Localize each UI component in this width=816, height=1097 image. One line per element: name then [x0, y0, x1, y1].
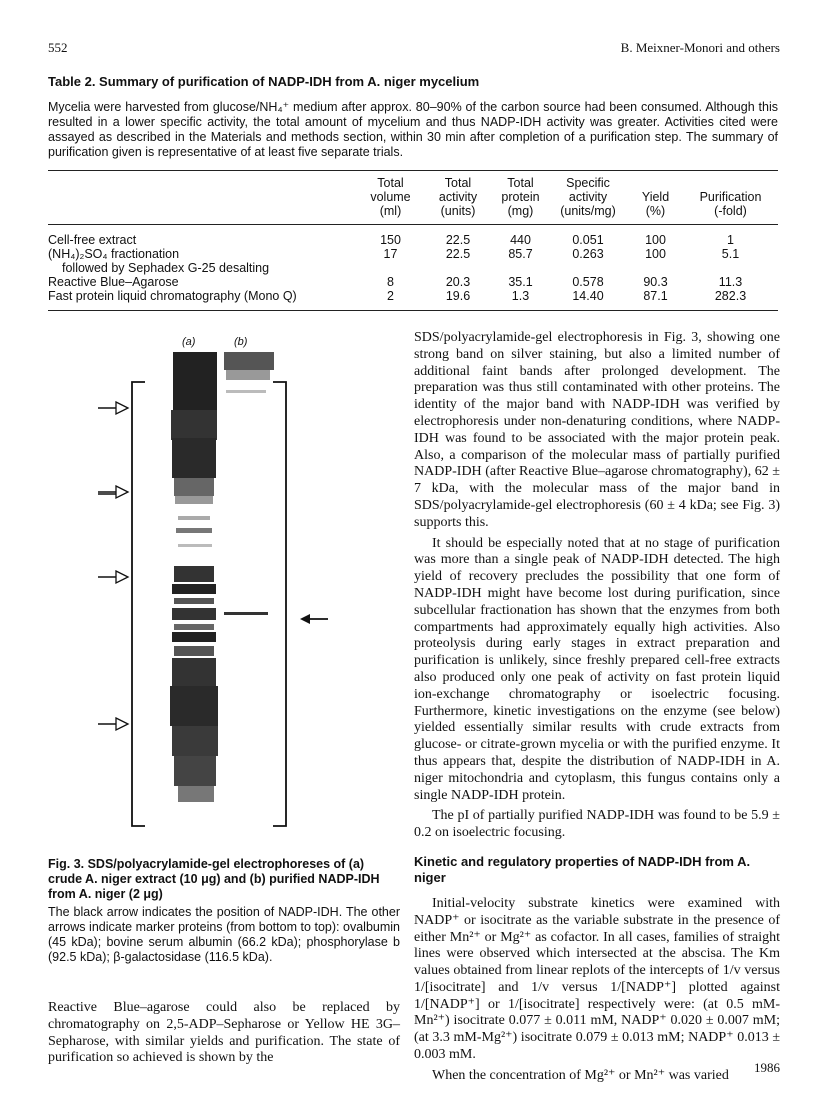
right-bracket: [273, 382, 286, 826]
running-title: B. Meixner-Monori and others: [620, 40, 780, 55]
table-row: [48, 247, 778, 261]
lane-b-label: (b): [234, 336, 248, 348]
left-body-paragraph: Reactive Blue–agarose could also be replaced by chromatography on 2,5-ADP–Sepharose or Yellow HE 3G–Sepharose, with similar yields and purification. The state of purification so achieved is shown by the: [48, 1000, 400, 1066]
table-row: [48, 275, 778, 289]
cell-purification: 5.1: [721, 247, 740, 261]
col-header-purification: Purification (-fold): [699, 190, 762, 218]
table-top-rule: [48, 170, 778, 171]
marker-arrow-bsa: [98, 571, 128, 583]
cell-volume: 8: [387, 275, 394, 289]
cell-step: Cell-free extract: [48, 233, 137, 247]
table-bottom-rule: [48, 310, 778, 311]
cell-step: (NH₄)₂SO₄ fractionation: [48, 247, 180, 261]
cell-step: Fast protein liquid chromatography (Mono Q): [48, 289, 297, 303]
cell-volume: 150: [380, 233, 401, 247]
col-header-yield: Yield (%): [641, 190, 670, 218]
cell-protein: 440: [510, 233, 531, 247]
lane-b-bands: [224, 352, 274, 615]
cell-purification: 11.3: [718, 275, 743, 289]
cell-yield: 90.3: [643, 275, 668, 289]
cell-step: followed by Sephadex G-25 desalting: [62, 261, 270, 275]
cell-specific: 0.051: [572, 233, 604, 247]
cell-activity: [423, 261, 493, 275]
cell-protein: 85.7: [508, 247, 533, 261]
cell-yield: [628, 261, 683, 275]
page-number: 552: [48, 40, 68, 55]
cell-protein: [493, 261, 548, 275]
cell-protein: 1.3: [511, 289, 530, 303]
cell-yield: 100: [645, 247, 666, 261]
figure-caption: Fig. 3. SDS/polyacrylamide-gel electrophoreses of (a) crude A. niger extract (10 μg) and (b) purified NADP-IDH from A. niger (2 μg): [48, 857, 380, 901]
col-header-step: [48, 174, 358, 225]
cell-specific: 0.578: [572, 275, 604, 289]
figure-legend: The black arrow indicates the position of NADP-IDH. The other arrows indicate marker proteins (from bottom to top): ovalbumin (45 kDa); bovine serum albumin (66.2 kDa); phosphorylase b (92.5 kDa); β-galactosidase (116.5 kDa).: [48, 905, 400, 964]
cell-volume: 2: [387, 289, 394, 303]
nadp-idh-arrow: [300, 614, 328, 624]
upper-marker-arrows: [48, 318, 148, 518]
marker-arrow-upper: [98, 402, 128, 414]
col-header-protein: Total protein (mg): [501, 176, 540, 218]
right-column: [414, 330, 780, 1085]
lane-a-bands: [170, 352, 218, 802]
lane-a-label: (a): [182, 336, 196, 348]
cell-step: Reactive Blue–Agarose: [48, 275, 179, 289]
cell-yield: 87.1: [643, 289, 668, 303]
purification-table: [48, 174, 778, 303]
cell-purification: [683, 261, 778, 275]
cell-specific: [548, 261, 628, 275]
paragraph: It should be especially noted that at no stage of purification was more than a single peak of NADP-IDH detected. The high yield of recovery precludes the possibility that one form of NADP-IDH might have become lost during purification, since subcellular fractionation has shown that the enzymes from both compartments had approximately equally high activities. Also proteolysis during early stages in extract preparation and purification is unlikely, since freshly prepared cell-free extracts also produced only one peak of activity on fast protein liquid ion-exchange chromatography or isoelectric focusing. Furthermore, kinetic investigations on the enzyme (see below) yielded essentially similar results with crude extracts from glucose- or citrate-grown mycelia or with the purified enzyme. It thus appears that, despite the distribution of NADP-IDH in A. niger mitochondria and cytoplasm, this fungus contains only a single NADP-IDH protein.: [414, 535, 780, 803]
col-header-volume: Total volume (ml): [370, 176, 411, 218]
table-row: [48, 261, 778, 275]
marker-arrow-ovalbumin: [98, 718, 128, 730]
paragraph: Initial-velocity substrate kinetics were examined with NADP⁺ or isocitrate as the variable substrate in the presence of either Mn²⁺ or Mg²⁺ as cofactor. In all cases, families of straight lines were observed which intersected at the abscisa. The Km values obtained from linear replots of the intercepts of 1/v versus 1/[isocitrate] and 1/v versus 1/[NADP⁺] plotted against 1/[NADP⁺] or 1/[isocitrate] respectively were: (at 0.5 mM-Mn²⁺) isocitrate 0.077 ± 0.011 mM, NADP⁺ 0.020 ± 0.007 mM; (at 3.3 mM-Mg²⁺) isocitrate 0.079 ± 0.013 mM; NADP⁺ 0.013 ± 0.003 mM.: [414, 895, 780, 1063]
cell-activity: 20.3: [445, 275, 471, 289]
table-row: [48, 289, 778, 303]
table-note: Mycelia were harvested from glucose/NH₄⁺ medium after approx. 80–90% of the carbon source had been consumed. Although this resulted in a lower specific activity, the total amount of mycelium and thus NADP-IDH activity was greater. Activities cited were assayed as described in the Materials and methods section, within 30 min after completion of a purification step. The summary of purification given is representative of at least five separate trials.: [48, 100, 778, 159]
cell-purification: 282.3: [714, 289, 747, 303]
cell-activity: 22.5: [445, 247, 471, 261]
cell-activity: 19.6: [445, 289, 471, 303]
cell-specific: 0.263: [572, 247, 604, 261]
section-heading: Kinetic and regulatory properties of NADP-IDH from A. niger: [414, 853, 751, 885]
cell-activity: 22.5: [445, 233, 471, 247]
cell-yield: 100: [645, 233, 666, 247]
cell-specific: 14.40: [572, 289, 604, 303]
table-title: Table 2. Summary of purification of NADP-IDH from A. niger mycelium: [48, 74, 480, 89]
paragraph: When the concentration of Mg²⁺ or Mn²⁺ was varied: [432, 1067, 729, 1083]
cell-volume: 17: [383, 247, 398, 261]
paragraph: SDS/polyacrylamide-gel electrophoresis in Fig. 3, showing one strong band on silver staining, but also a limited number of additional faint bands after prolonged development. The preparation was thus still contaminated with other proteins. The identity of the major band with NADP-IDH was verified by electrophoresis under non-denaturing conditions, where NADP-IDH was found to be associated with the major protein peak. Also, a comparison of the molecular mass of partially purified NADP-IDH (after Reactive Blue–agarose chromatography), 62 ± 7 kDa, with the molecular mass of the major band in SDS/polyacrylamide-gel electrophoresis (60 ± 4 kDa; see Fig. 3) supports this.: [414, 330, 780, 530]
table-row: [48, 233, 778, 247]
cell-protein: 35.1: [508, 275, 533, 289]
cell-purification: 1: [727, 233, 734, 247]
year-footer: 1986: [754, 1060, 780, 1075]
paragraph: The pI of partially purified NADP-IDH was found to be 5.9 ± 0.2 on isoelectric focusing.: [414, 808, 780, 841]
col-header-specific: Specific activity (units/mg): [560, 176, 616, 218]
col-header-activity: Total activity (units): [438, 176, 478, 218]
cell-volume: [358, 261, 423, 275]
